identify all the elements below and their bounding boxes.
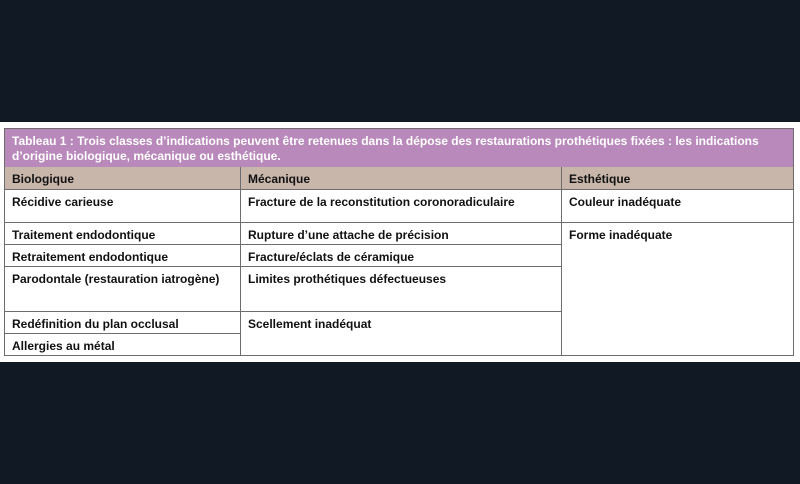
meca-cell: Fracture de la reconstitution coronoradiculaire bbox=[248, 195, 515, 209]
row-divider bbox=[5, 244, 562, 245]
header-mecanique: Mécanique bbox=[241, 167, 561, 189]
header-biologique: Biologique bbox=[5, 167, 240, 189]
esth-cell: Forme inadéquate bbox=[569, 228, 673, 242]
bio-cell: Allergies au métal bbox=[12, 339, 115, 353]
table-caption: Tableau 1 : Trois classes d’indications peuvent être retenues dans la dépose des restaurations prothétiques fixées : les indications d’origine biologique, mécanique ou esthétique. bbox=[5, 129, 793, 167]
row-divider bbox=[5, 222, 793, 223]
indications-table bbox=[4, 128, 794, 356]
row-divider bbox=[5, 266, 562, 267]
meca-cell: Rupture d’une attache de précision bbox=[248, 228, 449, 242]
bio-cell: Redéfinition du plan occlusal bbox=[12, 317, 179, 331]
bio-cell: Traitement endodontique bbox=[12, 228, 156, 242]
row-divider bbox=[5, 333, 241, 334]
header-esthetique: Esthétique bbox=[562, 167, 793, 189]
bio-cell: Parodontale (restauration iatrogène) bbox=[12, 272, 220, 286]
bio-cell: Récidive carieuse bbox=[12, 195, 114, 209]
meca-cell: Fracture/éclats de céramique bbox=[248, 250, 415, 264]
row-divider bbox=[5, 189, 793, 190]
bio-cell: Retraitement endodontique bbox=[12, 250, 169, 264]
meca-cell: Limites prothétiques défectueuses bbox=[248, 272, 447, 286]
meca-cell: Scellement inadéquat bbox=[248, 317, 372, 331]
esth-cell: Couleur inadéquate bbox=[569, 195, 682, 209]
row-divider bbox=[5, 311, 562, 312]
